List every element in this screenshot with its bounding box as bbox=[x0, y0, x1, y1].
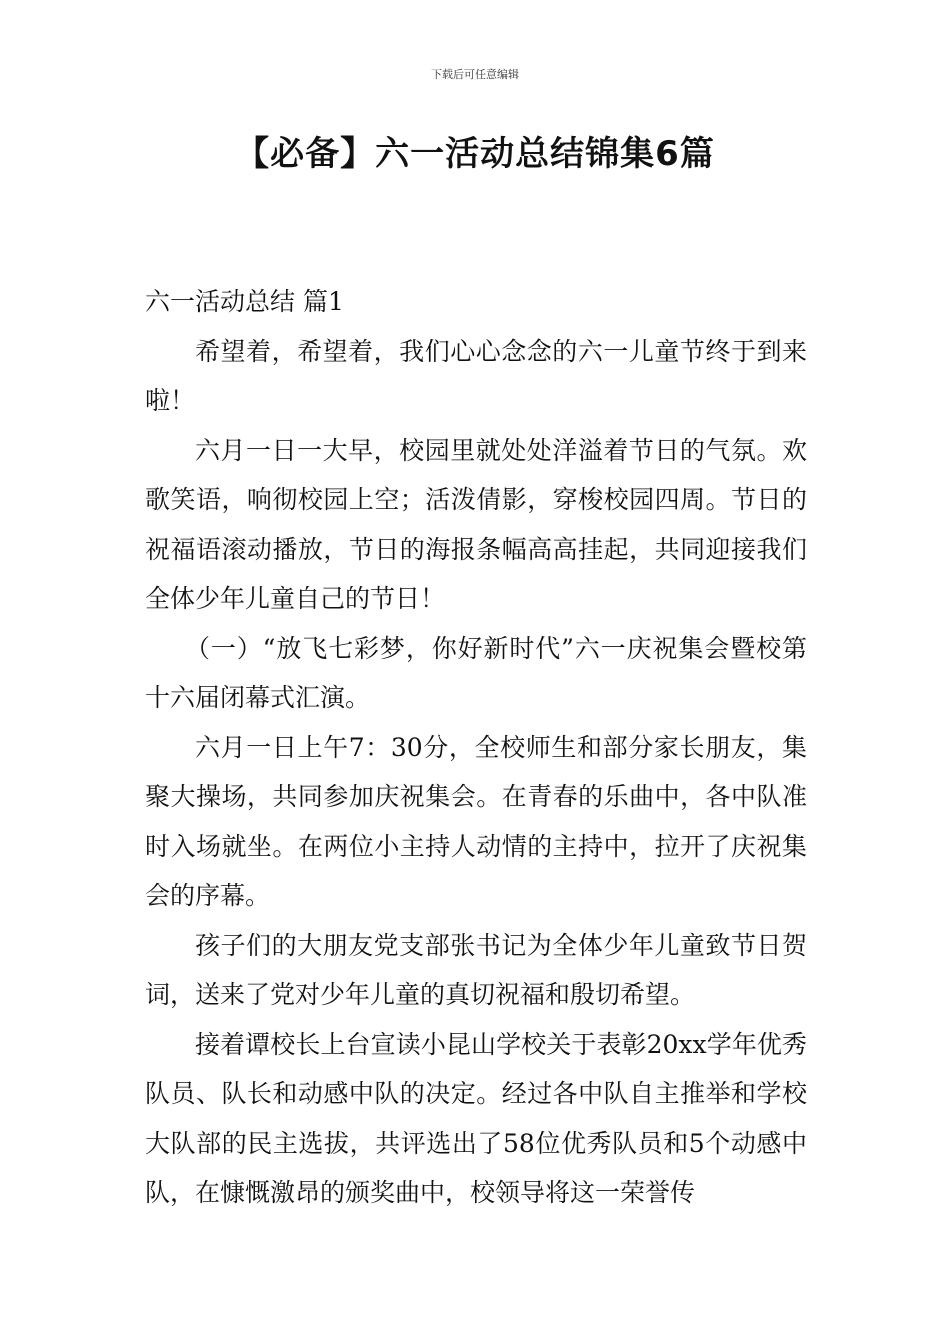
section-heading: 六一活动总结 篇1 bbox=[145, 287, 344, 316]
header-note: 下载后可任意编辑 bbox=[431, 68, 519, 81]
paragraph-6: 接着谭校长上台宣读小昆山学校关于表彰20xx学年优秀队员、队长和动感中队的决定。经过各中队自主推举和学校大队部的民主选拔，共评选出了58位优秀队员和5个动感中队，在慷慨激昂的颁奖曲中，校领导将这一荣誉传 bbox=[145, 1029, 807, 1207]
paragraph-1: 希望着，希望着，我们心心念念的六一儿童节终于到来啦！ bbox=[145, 336, 807, 415]
paragraph-3: （一）“放飞七彩梦，你好新时代”六一庆祝集会暨校第十六届闭幕式汇演。 bbox=[145, 633, 807, 712]
paragraph-4: 六月一日上午7：30分，全校师生和部分家长朋友，集聚大操场，共同参加庆祝集会。在青春的乐曲中，各中队准时入场就坐。在两位小主持人动情的主持中，拉开了庆祝集会的序幕。 bbox=[145, 732, 807, 910]
document-title: 【必备】六一活动总结锦集6篇 bbox=[235, 134, 715, 174]
paragraph-5: 孩子们的大朋友党支部张书记为全体少年儿童致节日贺词，送来了党对少年儿童的真切祝福和殷切希望。 bbox=[145, 930, 807, 1009]
paragraph-2: 六月一日一大早，校园里就处处洋溢着节日的气氛。欢歌笑语，响彻校园上空；活泼倩影，穿梭校园四周。节日的祝福语滚动播放，节日的海报条幅高高挂起，共同迎接我们全体少年儿童自己的节日！ bbox=[145, 435, 807, 613]
document-body bbox=[145, 277, 807, 1218]
